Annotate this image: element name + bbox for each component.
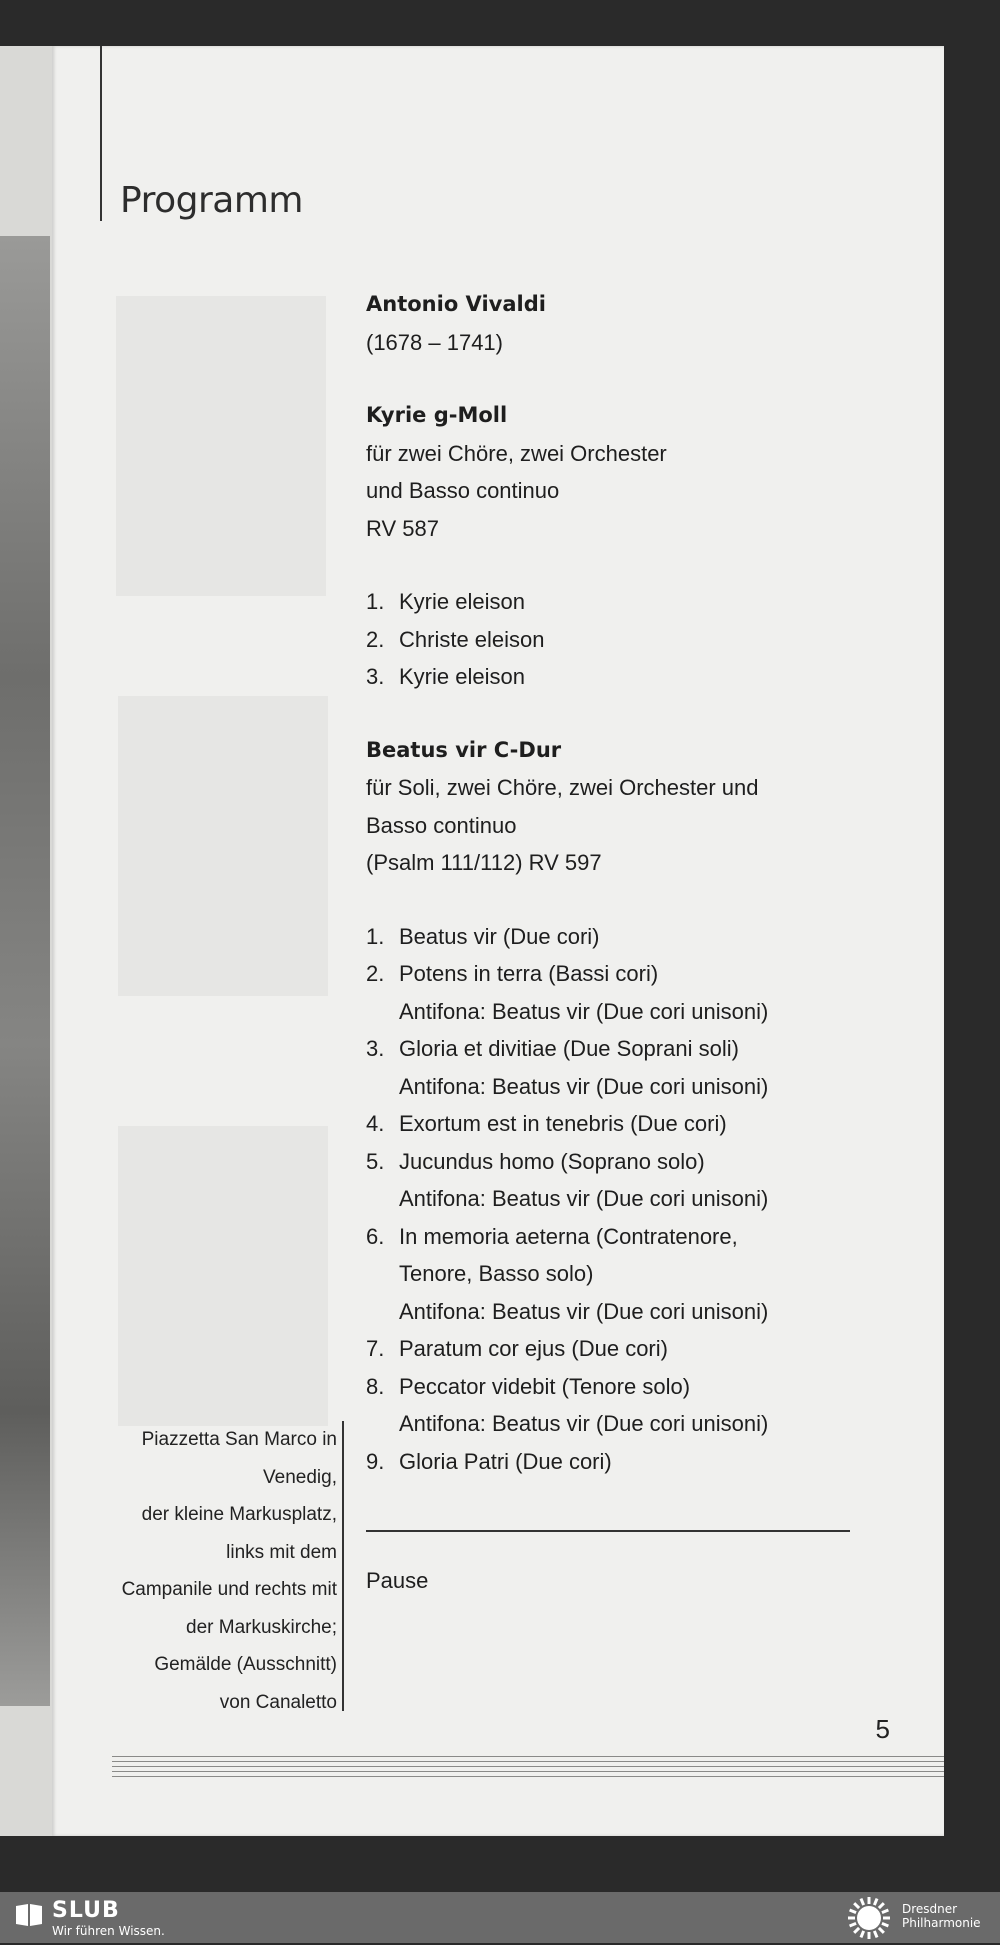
movement-title: Kyrie eleison: [399, 589, 525, 614]
movement-item: [366, 658, 906, 696]
caption-line: der Markuskirche;: [186, 1616, 337, 1638]
movement-title: Peccator videbit (Tenore solo): [399, 1373, 691, 1399]
movement-title: Christe eleison: [399, 626, 545, 652]
movement-item: [366, 1030, 906, 1068]
movement-title: Exortum est in tenebris (Due cori): [399, 1111, 727, 1136]
work-description: und Basso continuo: [366, 478, 560, 503]
movement-title: Jucundus homo (Soprano solo): [399, 1148, 705, 1174]
movement-number: 1.: [366, 923, 385, 949]
image-caption: [92, 1421, 337, 1721]
work-title: Kyrie g-Moll: [366, 403, 508, 427]
movement-number: 3.: [366, 664, 385, 689]
movement-title: Gloria et divitiae (Due Soprani soli): [399, 1036, 739, 1061]
show-through-image: [116, 296, 326, 596]
movement-subline: Antifona: Beatus vir (Due cori unisoni): [399, 1073, 769, 1099]
work-description: Basso continuo: [366, 812, 517, 838]
movement-title: In memoria aeterna (Contratenore,: [399, 1223, 738, 1249]
work-description: für zwei Chöre, zwei Orchester: [366, 440, 667, 466]
caption-line: Gemälde (Ausschnitt): [154, 1654, 337, 1675]
movement-subline: Antifona: Beatus vir (Due cori unisoni): [399, 1298, 769, 1324]
title-rule: [100, 46, 102, 221]
work-catalog-number: RV 587: [366, 515, 439, 541]
movement-item: [366, 583, 906, 621]
partner-name-line: Philharmonie: [902, 1916, 981, 1930]
caption-line: links mit dem: [226, 1541, 337, 1563]
movement-item: [366, 1443, 906, 1481]
caption-line: Venedig,: [263, 1466, 337, 1488]
movement-item: [366, 918, 906, 956]
caption-line: von Canaletto: [219, 1691, 337, 1713]
caption-rule: [342, 1421, 344, 1711]
book-icon: [14, 1902, 44, 1932]
work-description: für Soli, zwei Chöre, zwei Orchester und: [366, 775, 759, 800]
caption-line: Campanile und rechts mit: [121, 1579, 337, 1600]
program-page: [52, 46, 944, 1836]
movement-subline: Tenore, Basso solo): [399, 1261, 594, 1286]
movement-title: Potens in terra (Bassi cori): [399, 961, 659, 986]
partner-name-line: Dresdner: [902, 1902, 958, 1916]
movement-number: 8.: [366, 1373, 385, 1399]
movement-item: [366, 955, 906, 993]
show-through-image: [118, 696, 328, 996]
section-divider: [366, 1530, 850, 1532]
movement-title: Beatus vir (Due cori): [399, 923, 600, 949]
movement-item: [366, 1105, 906, 1143]
show-through-image: [118, 1126, 328, 1426]
movement-number: 9.: [366, 1448, 385, 1474]
movement-item: [366, 621, 906, 659]
movement-number: 3.: [366, 1036, 385, 1061]
movement-number: 4.: [366, 1111, 385, 1136]
music-staff-decoration: [112, 1756, 944, 1781]
movement-item: [366, 1330, 906, 1368]
previous-page-edge: [0, 46, 52, 1836]
movement-subline: Antifona: Beatus vir (Due cori unisoni): [399, 998, 769, 1024]
movement-number: 6.: [366, 1223, 385, 1249]
movement-item: [366, 1368, 906, 1406]
library-tagline: Wir führen Wissen.: [52, 1924, 165, 1938]
caption-line: der kleine Markusplatz,: [141, 1504, 337, 1525]
movement-title: Paratum cor ejus (Due cori): [399, 1336, 668, 1361]
program-content: [366, 286, 906, 1480]
movement-number: 1.: [366, 589, 385, 614]
movement-number: 5.: [366, 1148, 385, 1174]
work-catalog-number: (Psalm 111/112) RV 597: [366, 850, 602, 875]
sunburst-logo-icon: [842, 1895, 896, 1945]
work-title: Beatus vir C-Dur: [366, 737, 562, 762]
page-title: Programm: [120, 180, 303, 221]
partner-name[interactable]: [902, 1902, 998, 1930]
movement-item: [366, 1143, 906, 1181]
movement-subline: Antifona: Beatus vir (Due cori unisoni): [399, 1186, 769, 1211]
canaletto-painting-fragment: [0, 236, 50, 1706]
viewer-footer-bar: [0, 1892, 1000, 1943]
movement-title: Gloria Patri (Due cori): [399, 1448, 612, 1474]
movement-number: 2.: [366, 626, 385, 652]
movement-title: Kyrie eleison: [399, 664, 525, 689]
movement-list: [366, 583, 906, 696]
movement-number: 7.: [366, 1336, 385, 1361]
library-name[interactable]: SLUB: [52, 1898, 120, 1923]
movement-subline: Antifona: Beatus vir (Due cori unisoni): [399, 1411, 769, 1436]
movement-number: 2.: [366, 961, 385, 986]
caption-line: Piazzetta San Marco in: [141, 1429, 337, 1450]
intermission-label: Pause: [366, 1568, 429, 1593]
movement-item: [366, 1218, 906, 1256]
page-number: 5: [875, 1714, 890, 1744]
composer-name: Antonio Vivaldi: [366, 292, 546, 316]
composer-dates: (1678 – 1741): [366, 329, 503, 355]
movement-list: [366, 918, 906, 1481]
